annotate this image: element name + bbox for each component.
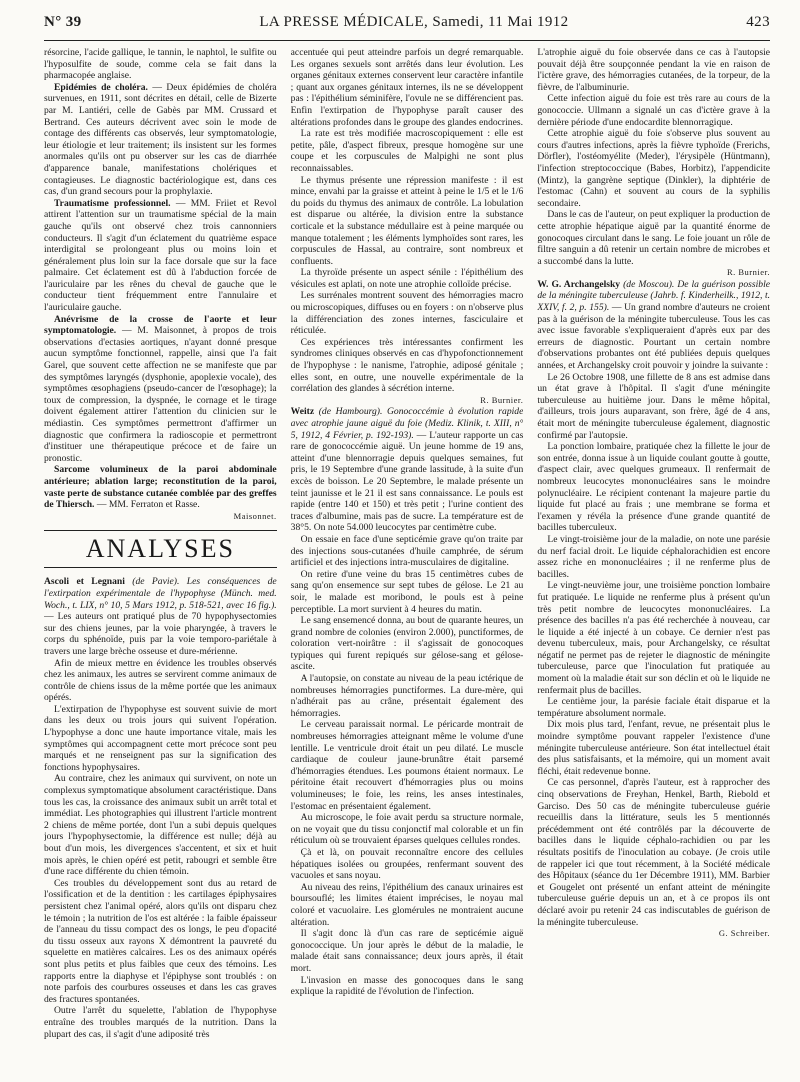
paragraph: L'atrophie aiguë du foie observée dans ce cas à l'autopsie pouvait déjà être soupçonnée pendant la vie en raison de l'ictère grave, des hémorragies cutanées, de la torpeur, de la fièvre, de l'albuminurie. <box>537 47 770 93</box>
paragraph: Les surrénales montrent souvent des hémorragies macro ou microscopiques, diffuses ou en foyers : on n'observe plus la différenciation des zones internes, fasciculaire et réticulée. <box>290 290 524 337</box>
paragraph: A l'autopsie, on constate au niveau de la peau ictérique de nombreuses hémorragies punctiformes. La dure-mère, qui n'adhérait pas au crâne, présentait également des hémorragies. <box>290 673 524 719</box>
page-header <box>44 14 770 36</box>
signature: R. Burnier. <box>480 394 524 405</box>
ascoli-reference: (de Pavie). Les conséquences de l'extirpation expérimentale de l'hypophyse (Münch. med. Woch., t. LIX, n° 10, 5 Mars 1912, p. 518-521, avec 16 fig.). <box>44 576 277 611</box>
paragraph: Çà et là, on pouvait reconnaître encore des cellules hépatiques isolées ou groupées, renfermant souvent des vacuoles et sans noyau. <box>290 846 524 882</box>
paragraph-archangelsky <box>537 279 770 372</box>
paragraph: Outre l'arrêt du squelette, l'ablation de l'hypophyse entraîne des troubles marqués de la nutrition. Dans la plupart des cas, il s'agit d'une adiposité très <box>44 1005 277 1040</box>
archangelsky-reference: (de Moscou). De la guérison possible de la méningite tuberculeuse (Jahrb. f. Kinderheilk., 1912, t. XXIV, f. 2, p. 155). <box>537 278 770 314</box>
weitz-reference: (de Hambourg). Gonococcémie à évolution rapide avec atrophie jaune aiguë du foie (Mediz. Klinik, t. XIII, n° 5, 1912, 4 Février, p. 192-193). <box>290 406 524 441</box>
cholera-heading: Epidémies de choléra. <box>54 81 148 93</box>
paragraph: résorcine, l'acide gallique, le tannin, le naphtol, le sulfite ou l'hyposulfite de soude, comme cela se fait dans la pharmacopée anglaise. <box>44 47 277 82</box>
paragraph: On essaie en face d'une septicémie grave qu'on traite par des injections sous-cutanées d'huile camphrée, de sérum artificiel et des injections intra-musculaires de digitaline. <box>290 533 524 569</box>
trauma-text: — MM. Friiet et Revol attirent l'attention sur un traumatisme spécial de la main gauche qu'ils ont observé chez trois cannonniers conducteurs. Il s'agit d'un éclatement du quatrième espace interdigital se prolongeant plus ou moins loin et généralement plus loin sur la face dorsale que sur la face palmaire. Cet éclatement est dû à l'abduction forcée de l'auriculaire par les rênes du cheval de gauche que le conducteur tient fréquemment entre l'annulaire et l'auriculaire gauche. <box>44 197 277 314</box>
paragraph-ascoli <box>44 576 277 657</box>
paragraph: Le cerveau paraissait normal. Le péricarde montrait de nombreuses hémorragies atteignant même le volume d'une lentille. Le ventricule droit était un peu dilaté. Le muscle cardiaque de couleur jaune-brunâtre était parsemé d'hémorragies étendues. Les poumons étaient normaux. Le péritoine était recouvert d'hémorragies plus ou moins volumineuses; le foie, les reins, les anses intestinales, l'estomac en présentaient également. <box>290 719 524 812</box>
paragraph: Cette atrophie aiguë du foie s'observe plus souvent au cours d'autres infections, après la fièvre typhoïde (Frerichs, Dörfler), l'ostéomyélite (Meder), l'érysipèle (Hüntmann), l'infection streptococcique (Babes, Horbitz), l'appendicite (Mintz), la gangrène septique (Dinkler), la diphtérie de l'estomac (Cahn) et souvent au cours de la syphilis secondaire. <box>537 128 770 209</box>
paragraph: Le centième jour, la parésie faciale était disparue et la température absolument normale. <box>537 696 770 719</box>
paragraph: La ponction lombaire, pratiquée chez la fillette le jour de son entrée, donna issue à un liquide coulant goutte à goutte, d'aspect clair, avec quelques grumeaux. Il renfermait de nombreux leucocytes mononucléaires sans le moindre polynucléaire. Le récipient contenant la majeure partie du liquide fut placé au frais ; une membrane se forma et l'examen y révéla la présence d'une grande quantité de bacilles tuberculeux. <box>537 441 770 534</box>
paragraph-anevrisme <box>44 314 277 465</box>
paragraph: Dans le cas de l'auteur, on peut expliquer la production de cette atrophie hépatique aiguë par la quantité énorme de gonocoques circulant dans le sang. Le foie jouant un rôle de filtre sanguin a dû retenir un certain nombre de microbes et a succombé dans la lutte. <box>537 209 770 267</box>
paragraph: Ce cas personnel, d'après l'auteur, est à rapprocher des cinq observations de Freyhan, Henkel, Barth, Riebold et Garciso. Des 50 cas de méningite tuberculeuse guérie recueillis dans la littérature, seuls les 5 mentionnés précédemment ont été contrôlés par la découverte de bacilles dans le liquide céphalo-rachidien ou par les résultats positifs de l'inoculation au cobaye. (Je crois utile de rappeler ici que tout récemment, à la Société médicale des Hôpitaux (séance du 1er Décembre 1911), MM. Barbier et Gougelet ont présenté un enfant atteint de méningite tuberculeuse guérie depuis un an, et à ce propos ils ont déclaré avoir pu retenir 24 cas indiscutables de guérison de la méningite tuberculeuse. <box>537 777 770 928</box>
paragraph-cholera <box>44 82 277 198</box>
paragraph: Afin de mieux mettre en évidence les troubles observés chez les animaux, les autres se servirent comme animaux de contrôle de chiens issus de la même portée que les animaux opérés. <box>44 657 277 704</box>
archangelsky-text: — Un grand nombre d'auteurs ne croient pas à la guérison de la méningite tuberculeuse. Tous les cas avec issue favorable s'expliqueraient d'après eux par des erreurs de diagnostic. Pourtant un certain nombre d'observations probantes ont été publiées depuis quelques années, et Archangelsky croit pouvoir y joindre la suivante : <box>537 302 770 372</box>
column-2 <box>291 47 524 1067</box>
columns <box>44 47 770 1067</box>
paragraph: Le thymus présente une répression manifeste : il est mince, envahi par la graisse et atteint à peine le 1/5 et le 1/6 du poids du thymus des animaux de contrôle. La lobulation est disparue ou altérée, la division entre la substance corticale et la substance médullaire est à peine marquée ou manque totalement ; les éléments lymphoïdes sont rares, les corpuscules de Hassal, au contraire, sont nombreux et confluents. <box>290 174 524 267</box>
paragraph: Le vingt-troisième jour de la maladie, on note une parésie du nerf facial droit. Le liquide céphalorachidien est encore assez riche en mononucléaires ; il ne renferme plus de bacilles. <box>537 533 770 580</box>
page-number: 423 <box>746 14 770 30</box>
archangelsky-author: W. G. Archangelsky <box>537 278 621 290</box>
paragraph: accentuée qui peut atteindre parfois un degré remarquable. Les organes sexuels sont arrêtés dans leur évolution. Les organes génitaux externes conservent leur caractère infantile ; quant aux organes génitaux internes, ils ne se développent pas : l'épithélium séminifère, l'ovule ne se différencient pas. Enfin l'extirpation de l'hypophyse paraît causer des altérations profondes dans le groupe des glandes endocrines. <box>290 47 524 128</box>
anevrisme-text: — M. Maisonnet, à propos de trois observations d'ectasies aortiques, n'ayant donné presque aucun symptôme fonctionnel, rappelle, ainsi que l'a fait Garel, que souvent cette affection ne se manifeste que par des symptômes laryngés (dysphonie, apoplexie vocale), des symptômes œsophagiens (pseudo-cancer de l'œsophage); la toux de compression, la dyspnée, le cornage et le tirage doivent également attirer l'attention du clinicien sur le médiastin. Ces symptômes permettront d'affirmer un diagnostic que confirmera la radioscopie et permettront d'instituer une thérapeutique précoce et de faire un pronostic. <box>44 325 277 464</box>
header-rule <box>44 40 770 41</box>
signature: Maisonnet. <box>233 510 277 521</box>
signature: R. Burnier. <box>726 267 770 278</box>
paragraph: Cette infection aiguë du foie est très rare au cours de la gonococcie. Ullmann a signalé un cas d'ictère grave à la dernière période d'une endocardite blennorragique. <box>537 93 770 128</box>
section-title: ANALYSES <box>44 530 277 568</box>
paragraph: Le sang ensemencé donna, au bout de quarante heures, un grand nombre de colonies (environ 2.000), punctiformes, de coloration vert-noirâtre : il s'agissait de gonocoques typiques qui furent repiqués sur gélose-sang et gélose-ascite. <box>290 615 524 673</box>
journal-title: LA PRESSE MÉDICALE, Samedi, 11 Mai 1912 <box>259 14 569 30</box>
trauma-heading: Traumatisme professionnel. <box>54 197 171 209</box>
paragraph: Ces expériences très intéressantes confirment les syndromes cliniques observés en cas d'hypofonctionnement de l'hypophyse : le nanisme, l'atrophie, adiposé génitale ; elles sont, en outre, une nouvelle expérimentale de la corrélation des glandes à sécrétion interne. <box>290 336 524 395</box>
paragraph: Dix mois plus tard, l'enfant, revue, ne présentait plus le moindre symptôme pouvant rappeler l'existence d'une méningite tuberculeuse antérieure. Son état intellectuel était des plus satisfaisants, et la mémoire, qui un moment avait fléchi, était redevenue bonne. <box>537 719 770 777</box>
paragraph: L'extirpation de l'hypophyse est souvent suivie de mort dans les deux ou trois jours qui suivent l'opération. L'hypophyse a donc une haute importance vitale, mais les symptômes qui accompagnent cette mort précoce sont peu marqués et ne renseignent pas sur la signification des fonctions hypophysaires. <box>44 703 277 773</box>
paragraph: Le 26 Octobre 1908, une fillette de 8 ans est admise dans un état grave à l'hôpital. Il s'agit d'une méningite tuberculeuse au huitième jour. Dans le même hôpital, d'ailleurs, trois jours auparavant, son frère, âgé de 4 ans, était mort de méningite tuberculeuse également, diagnostic confirmé par l'autopsie. <box>537 371 770 441</box>
signature: G. Schreiber. <box>718 928 770 939</box>
paragraph: On retire d'une veine du bras 15 centimètres cubes de sang qu'on ensemence sur sept tubes de gélose. Le 21 au soir, le malade est moribond, le pouls est à peine perceptible. La mort survient à 4 heures du matin. <box>290 568 524 615</box>
issue-number: N° 39 <box>44 14 82 30</box>
cholera-text: — Deux épidémies de choléra survenues, en 1911, sont décrites en détail, celle de Bizerte par M. Lantiéri, celle de Gabès par MM. Crussard et Bertrand. Ces auteurs décrivent avec soin le mode de contage des différents cas observés, leur symptomatologie, leur étiologie et leur traitement; ils insistent sur les formes anormales qu'ils ont pu observer sur les cas de diarrhée d'apparence banale, manifestations cholériques et contagieuses. Le diagnostic bactériologique est, dans ces cas, d'un grand secours pour la prophylaxie. <box>44 81 277 198</box>
anevrisme-heading: Anévrisme de la crosse de l'aorte et leur symptomatologie. <box>44 313 277 337</box>
sarcome-heading: Sarcome volumineux de la paroi abdominale antérieure; ablation large; reconstitution de la paroi, vaste perte de substance cutanée comblée par des greffes de Thiersch. <box>44 464 277 511</box>
paragraph: L'invasion en masse des gonocoques dans le sang explique la rapidité de l'évolution de l'infection. <box>290 974 524 998</box>
paragraph: La rate est très modifiée macroscopiquement : elle est petite, pâle, d'aspect fibreux, presque homogène sur une coupe et les corpuscules de Malpighi ne sont plus reconnaissables. <box>290 128 524 174</box>
column-1 <box>44 47 277 1067</box>
paragraph: Ces troubles du développement sont dus au retard de l'ossification et de la dentition : les cartilages épiphysaires persistent chez l'animal opéré, alors qu'ils ont disparu chez le témoin ; la nutrition de l'os est altérée : la faible épaisseur de l'anneau du tissu compact des os longs, le peu d'opacité du tissu osseux aux rayons X démontrent la pauvreté du squelette en matières calcaires. Les os des animaux opérés sont plus petits et plus faibles que ceux des témoins. Les rapports entre la diaphyse et l'épiphyse sont troublés : on note parfois des courbures osseuses et dans les cas graves des fractures spontanées. <box>44 877 277 1005</box>
weitz-text: — L'auteur rapporte un cas rare de gonococcémie aiguë. Un jeune homme de 19 ans, atteint d'une blennorragie depuis quelques semaines, fut pris, le 19 Septembre d'une grande lassitude, à la suite d'un excès de boisson. Le 20 Septembre, le malade présente un teint jaunisse et le 21 il est sans connaissance. Le pouls est rapide (entre 140 et 150) et très petit ; l'urine contient des traces d'albumine, mais pas de sucre. La température est de 38°5. On note 54.000 leucocytes par centimètre cube. <box>290 429 524 534</box>
paragraph: Le vingt-neuvième jour, une troisième ponction lombaire fut pratiquée. Le liquide ne renferme plus à présent qu'un très petit nombre de leucocytes mononucléaires. La présence des bacilles n'a pas été recherchée à nouveau, car le liquide a été injecté à un cobaye. Ce dernier n'est pas devenu tuberculeux, mais, pour Archangelsky, ce résultat négatif ne permet pas de rejeter le diagnostic de méningite tuberculeuse, parce que l'inoculation fut pratiquée au moment où la maladie était sur son déclin et où le liquide ne renfermait plus de bacilles. <box>537 580 770 696</box>
ascoli-text: — Les auteurs ont pratiqué plus de 70 hypophysectomies sur des chiens jeunes, par la voie pharyngée, à travers le corps du sphénoïde, puis par la voie temporo-pariétale à travers une large brèche osseuse et dure-mérienne. <box>44 611 277 657</box>
paragraph: Au niveau des reins, l'épithélium des canaux urinaires est boursouflé; les limites étaient imprécises, le noyau mal coloré et vacuolaire. Les glomérules ne montraient aucune altération. <box>290 881 524 928</box>
paragraph: La thyroïde présente un aspect sénile : l'épithélium des vésicules est aplati, on note une atrophie colloïde précise. <box>290 267 524 290</box>
column-3 <box>537 47 770 1067</box>
sarcome-text: — MM. Ferraton et Rasse. <box>94 499 200 511</box>
paragraph-weitz <box>291 406 524 534</box>
paragraph: Au microscope, le foie avait perdu sa structure normale, on ne voyait que du tissu conjonctif mal colorable et un fin réticulum où se trouvaient éparses quelques cellules rondes. <box>290 812 524 847</box>
paragraph: Il s'agit donc là d'un cas rare de septicémie aiguë gonococcique. Un jour après le début de la maladie, le malade était sans connaissance; deux jours après, il était mort. <box>290 928 524 974</box>
paragraph: Au contraire, chez les animaux qui survivent, on note un complexus symptomatique absolument caractéristique. Dans tous les cas, la croissance des animaux subit un arrêt total et immédiat. Les photographies qui illustrent l'article montrent 2 chiens de même portée, dont l'un a subi depuis quelques jours l'hypophysectomie, la différence est nulle; déjà au bout d'un mois, les divergences s'accentent, et six et huit mois après, le chien opéré est petit, rabougri et semble être d'une race différente du chien témoin. <box>44 773 277 878</box>
weitz-author: Weitz <box>290 406 315 418</box>
ascoli-authors: Ascoli et Legnani <box>44 576 125 588</box>
paragraph-trauma <box>44 198 277 314</box>
paragraph-sarcome <box>44 464 277 510</box>
